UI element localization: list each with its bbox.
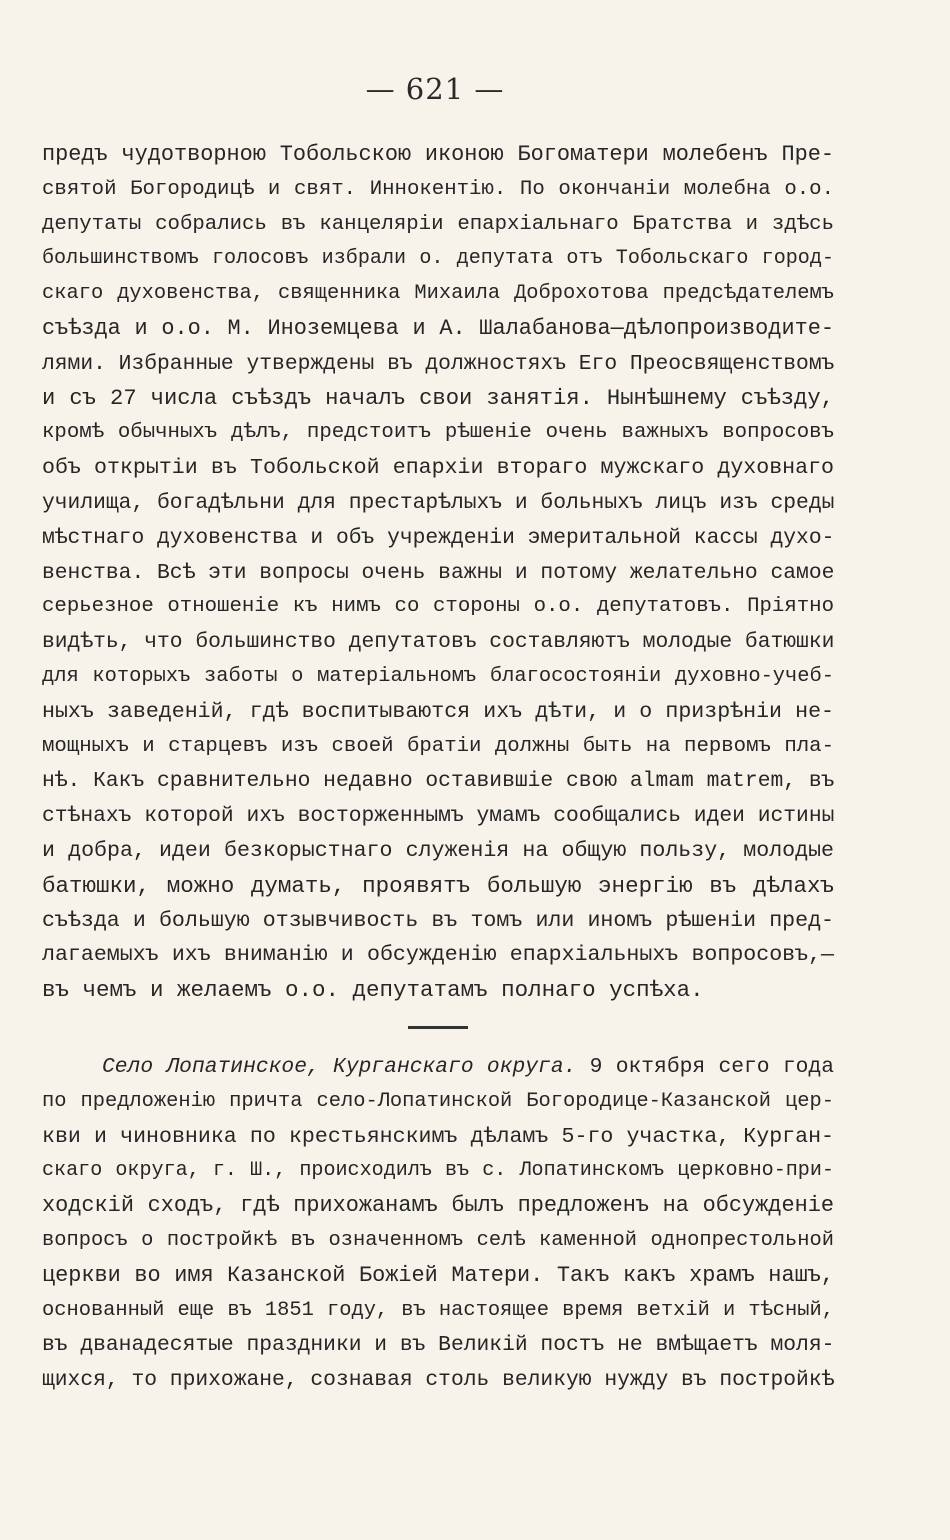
text-line: кромѣ обычныхъ дѣлъ, предстоитъ рѣшеніе очень важныхъ вопросовъ bbox=[42, 421, 834, 445]
text-line: объ открытіи въ Тобольской епархіи втораго мужскаго духовнаго bbox=[42, 456, 834, 481]
text-line: и съ 27 числа съѣздъ началъ свои занятія. Нынѣшнему съѣзду, bbox=[42, 385, 834, 411]
paragraph-tobolsk-congress bbox=[42, 138, 834, 1008]
text-line: нѣ. Какъ сравнительно недавно оставившіе свою almam matrem, въ bbox=[42, 769, 835, 794]
text-line: венства. Всѣ эти вопросы очень важны и потому желательно самое bbox=[42, 560, 835, 585]
text-line: ходскій сходъ, гдѣ прихожанамъ былъ предложенъ на обсужденіе bbox=[42, 1193, 834, 1219]
text-line: для которыхъ заботы о матеріальномъ благосостояніи духовно-учеб- bbox=[42, 664, 834, 688]
text-line: серьезное отношеніе къ нимъ со стороны о.о. депутатовъ. Пріятно bbox=[42, 595, 834, 619]
place-heading: Село Лопатинское, Курганскаго округа. bbox=[102, 1055, 577, 1079]
text-line: большинствомъ голосовъ избрали о. депутата отъ Тобольскаго город- bbox=[42, 247, 834, 271]
text-span: 9 октября сего года bbox=[576, 1055, 834, 1079]
text-line: мѣстнаго духовенства и объ учрежденіи эмеритальной кассы духо- bbox=[42, 525, 835, 550]
text-line: мощныхъ и старцевъ изъ своей братіи должны быть на первомъ пла- bbox=[42, 734, 834, 758]
text-line: и добра, идеи безкорыстнаго служенія на общую пользу, молодые bbox=[42, 838, 834, 863]
text-line: святой Богородицѣ и свят. Иннокентію. По окончаніи молебна о.о. bbox=[42, 177, 834, 201]
text-line: батюшки, можно думать, проявятъ большую энергію въ дѣлахъ bbox=[42, 872, 834, 899]
section-divider bbox=[408, 1026, 468, 1029]
text-line: видѣть, что большинство депутатовъ составляютъ молодые батюшки bbox=[42, 630, 835, 655]
text-line: предъ чудотворною Тобольскою иконою Богоматери молебенъ Пре- bbox=[42, 142, 834, 167]
text-line: депутаты собрались въ канцеляріи епархіальнаго Братства и здѣсь bbox=[42, 212, 834, 236]
paragraph-lopatinskoe bbox=[42, 1050, 834, 1398]
text-line: съѣзда и большую отзывчивость въ томъ или иномъ рѣшеніи пред- bbox=[42, 908, 834, 933]
text-line: лагаемыхъ ихъ вниманію и обсужденію епархіальныхъ вопросовъ,— bbox=[42, 943, 834, 968]
text-line: кви и чиновника по крестьянскимъ дѣламъ 5-го участка, Курган- bbox=[42, 1124, 834, 1149]
text-line: щихся, то прихожане, сознавая столь великую нужду въ постройкѣ bbox=[42, 1368, 835, 1393]
text-line: вопросъ о постройкѣ въ означенномъ селѣ каменной однопрестольной bbox=[42, 1228, 834, 1252]
text-line: лями. Избранные утверждены въ должностяхъ Его Преосвященствомъ bbox=[42, 351, 835, 376]
text-line: основанный еще въ 1851 году, въ настоящее время ветхій и тѣсный, bbox=[42, 1298, 834, 1322]
text-line: въ дванадесятые праздники и въ Великій постъ не вмѣщаетъ моля- bbox=[42, 1333, 835, 1358]
text-line: въ чемъ и желаемъ о.о. депутатамъ полнаго успѣха. bbox=[42, 977, 704, 1004]
text-line: церкви во имя Казанской Божіей Матери. Такъ какъ храмъ нашъ, bbox=[42, 1262, 834, 1288]
page-number: — 621 — bbox=[365, 72, 505, 106]
text-line: скаго духовенства, священника Михаила Доброхотова предсѣдателемъ bbox=[42, 282, 834, 306]
text-line: скаго округа, г. Ш., происходилъ въ с. Лопатинскомъ церковно-при- bbox=[42, 1159, 834, 1183]
text-line: училища, богадѣльни для престарѣлыхъ и больныхъ лицъ изъ среды bbox=[42, 490, 835, 515]
text-line: стѣнахъ которой ихъ восторженнымъ умамъ сообщались идеи истины bbox=[42, 804, 835, 829]
text-line: съѣзда и о.о. М. Иноземцева и А. Шалабанова—дѣлопроизводите- bbox=[42, 315, 834, 341]
text-line: ныхъ заведеній, гдѣ воспитываются ихъ дѣти, и о призрѣніи не- bbox=[42, 699, 834, 724]
text-line: по предложенію причта село-Лопатинской Богородице-Казанской цер- bbox=[42, 1089, 834, 1113]
text-line-first bbox=[42, 1050, 834, 1085]
